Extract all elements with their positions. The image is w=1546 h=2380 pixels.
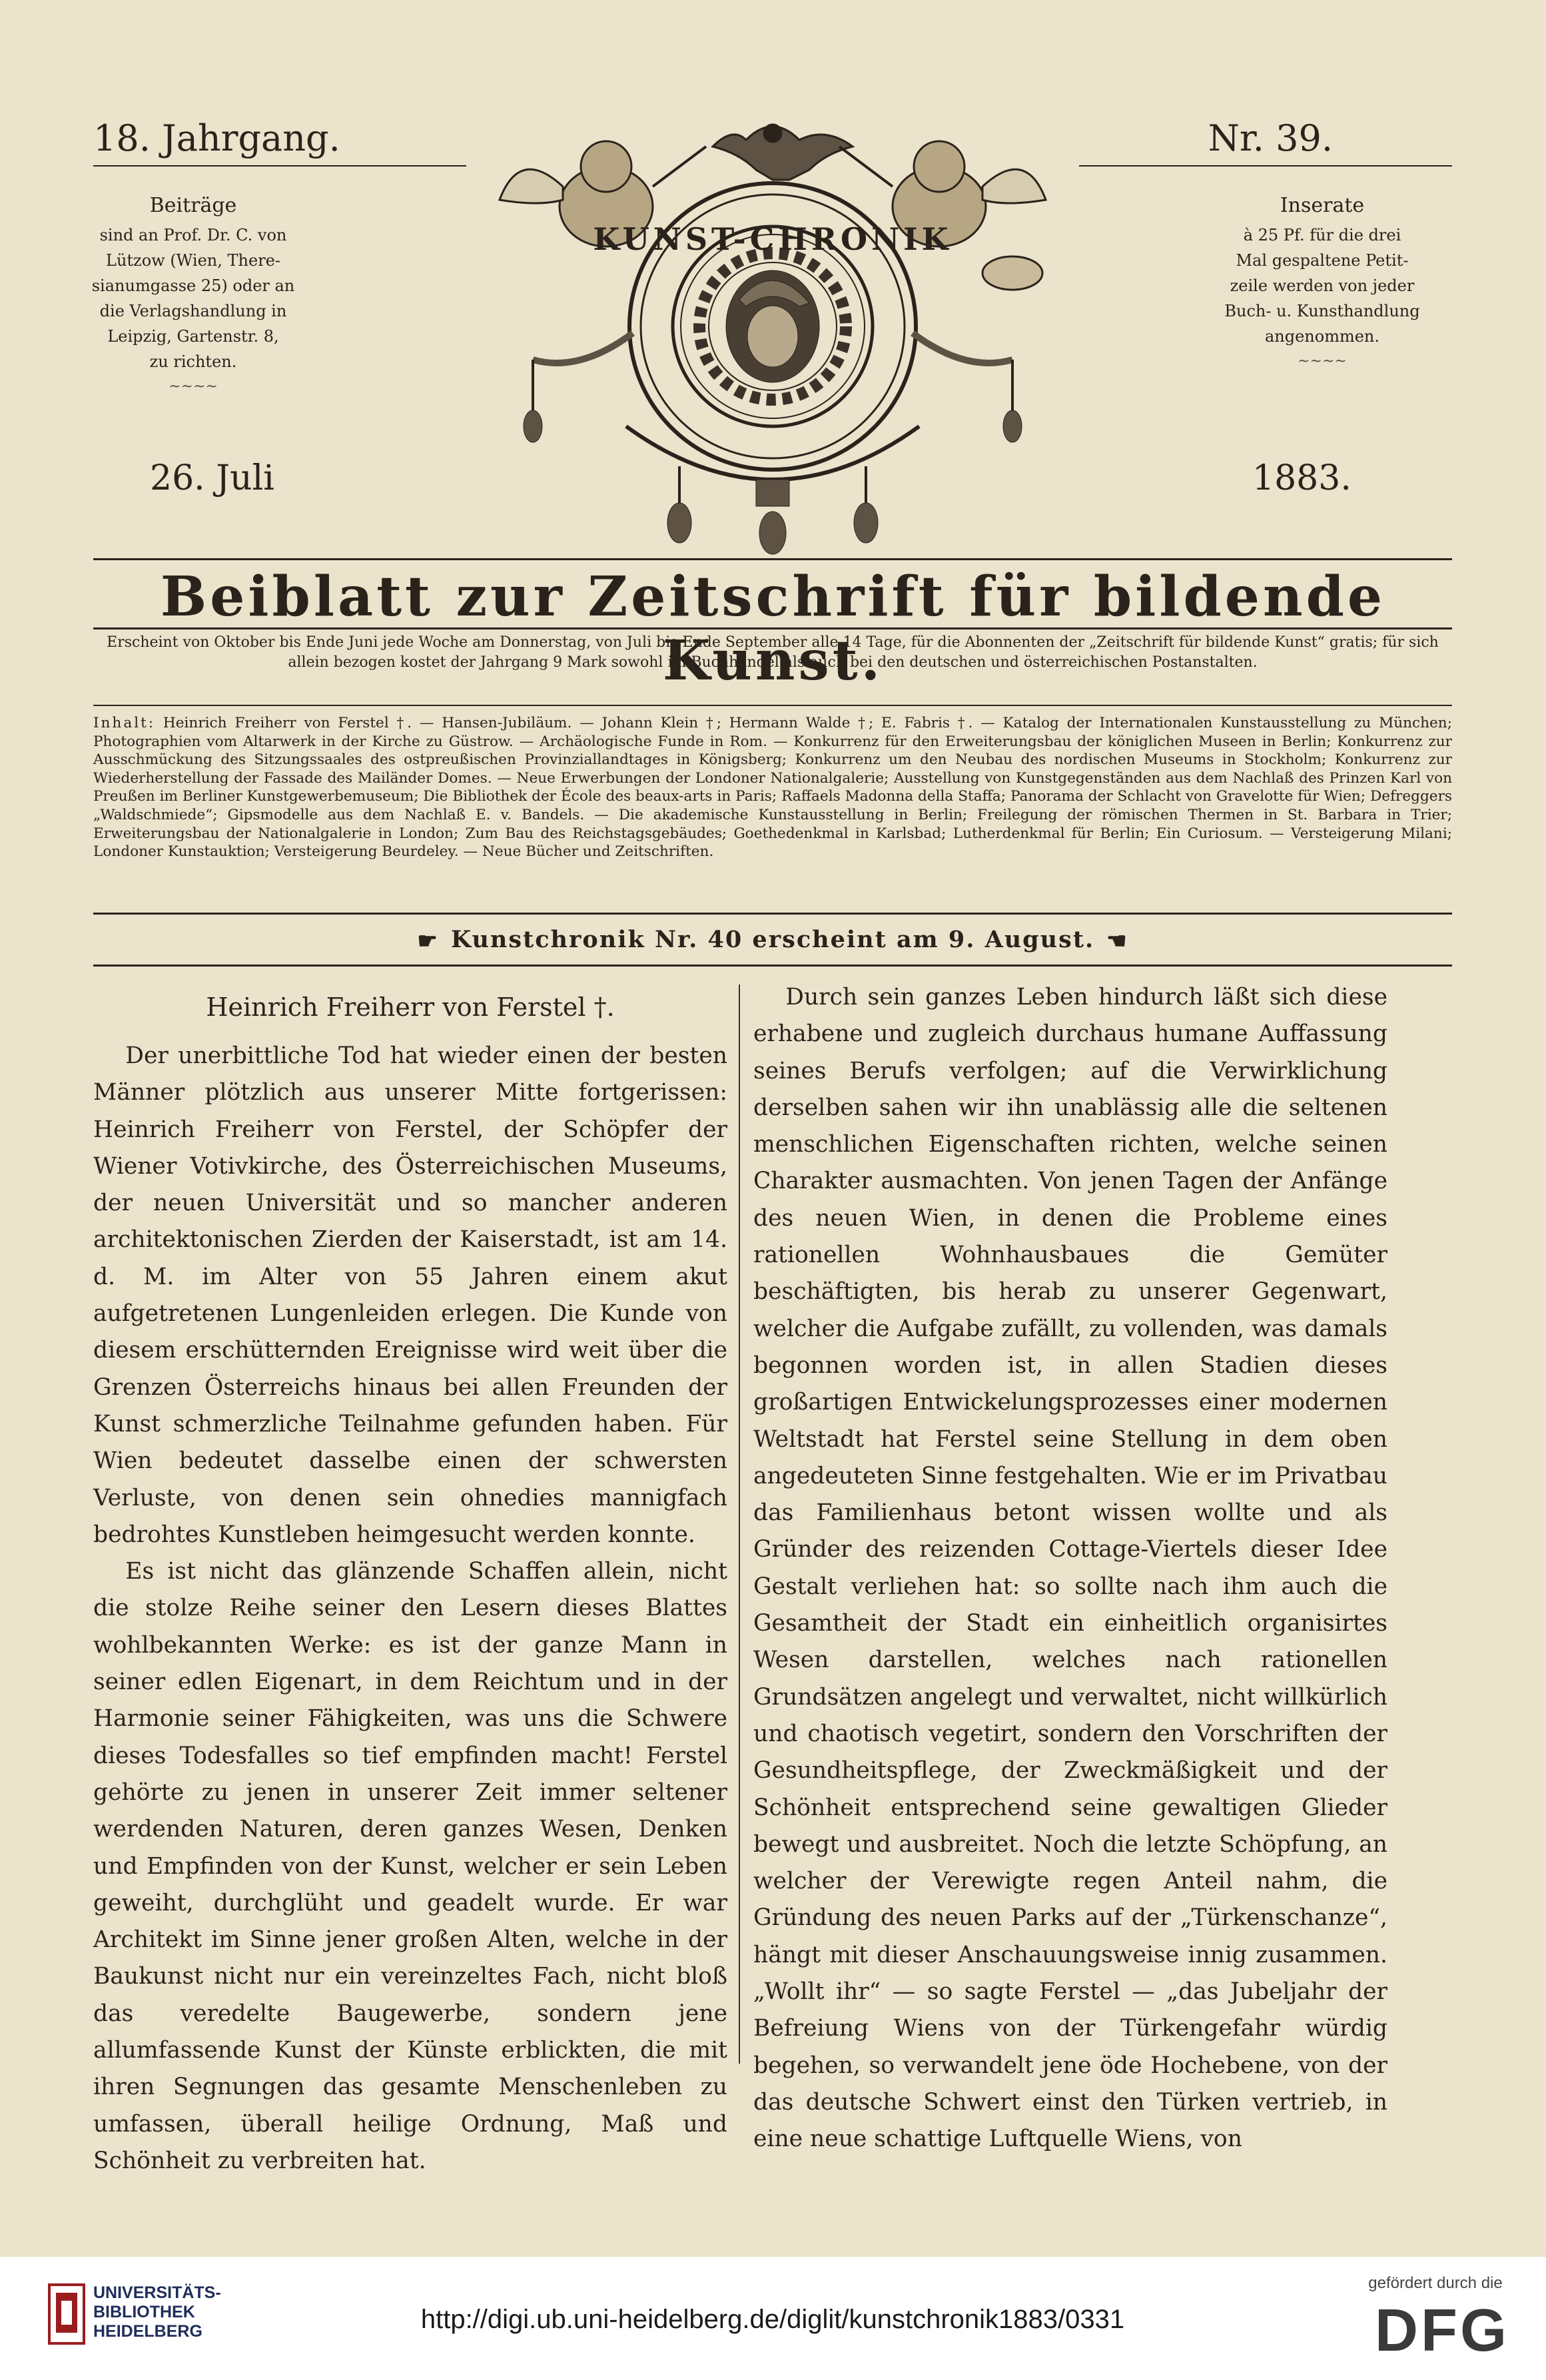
- title-rule-top: [93, 558, 1452, 560]
- left-notice: [90, 193, 296, 400]
- kunst-chronik-emblem: [426, 107, 1119, 573]
- issue-date: 26. Juli: [150, 458, 274, 498]
- publication-notice: Erscheint von Oktober bis Ende Juni jede Woche am Donnerstag, von Juli bis Ende September alle 14 Tage, für die Abonnenten der „Zeitschrift für bildende Kunst“ gratis; für sich allein bezogen kostet der Jahrgang 9 Mark sowohl im Buchhandel als auch bei den deutschen und österreichischen Postanstalten.: [107, 634, 1439, 671]
- left-notice-line: zu richten.: [149, 352, 237, 371]
- header-rule-right: [1079, 165, 1452, 167]
- article-paragraph: Durch sein ganzes Leben hindurch läßt sich diese erhabene und zugleich durchaus humane Auffassung seines Berufs verfolgen; auf die Verwirklichung derselben sahen wir ihn unablässig alle die seltenen menschlichen Eigenschaften richten, welche seinen Charakter ausmachten. Von jenen Tagen der Anfänge des neuen Wien, in denen die Probleme eines rationellen Wohnhausbaues die Gemüter beschäftigten, bis herab zu unserer Gegenwart, welcher die Aufgabe zufällt, zu vollenden, was damals begonnen worden ist, in allen Stadien dieses großartigen Entwickelungsprozesses einer modernen Weltstadt hat Ferstel seine Stellung in dem oben angedeuteten Sinne festgehalten. Wie er im Privatbau das Familienhaus betont wissen wollte und als Gründer des reizenden Cottage-Viertels dieser Idee Gestalt verliehen hat: so sollte nach ihm auch die Gesamtheit der Stadt ein einheitlich organisirtes Wesen darstellen, welches nach rationellen Grundsätzen angelegt und verwaltet, nicht willkürlich und chaotisch vegetirt, sondern den Vorschriften der Gesundheitspflege, der Zweckmäßigkeit und der Schönheit entsprechend seine gewaltigen Glieder bewegt und ausbreitet. Noch die letzte Schöpfung, an welcher der Verewigte regen Anteil nahm, die Gründung des neuen Parks auf der „Türkenschanze“, hängt mit dieser Anschauungsweise innig zusammen. „Wollt ihr“ — so sagte Ferstel — „das Jubeljahr der Befreiung Wiens von der Türkengefahr würdig begehen, so verwandelt jene öde Hochebene, von der das deutsche Schwert einst den Türken vertrieb, in eine neue schattige Luftquelle Wiens, von: [753, 984, 1387, 2153]
- inhalt-rule-bottom: [93, 965, 1452, 967]
- left-notice-line: sind an Prof. Dr. C. von: [99, 226, 287, 244]
- right-notice-heading: Inserate: [1280, 194, 1365, 217]
- column-divider: [739, 985, 740, 2064]
- right-notice: [1219, 193, 1425, 374]
- article-paragraph: Der unerbittliche Tod hat wieder einen der besten Männer plötzlich aus unserer Mitte fortgerissen: Heinrich Freiherr von Ferstel, der Schöpfer der Wiener Votivkirche, des Österreichischen Museums, der neuen Universität und so mancher anderen architektonischen Zierden der Kaiserstadt, ist am 14. d. M. im Alter von 55 Jahren einem akut aufgetretenen Lungenleiden erlegen. Die Kunde von diesem erschütternden Ereignisse wird weit über die Grenzen Österreichs hinaus bei allen Freunden der Kunst schmerzliche Teilnahme gefunden haben. Für Wien bedeutet dasselbe einen der schwersten Verluste, von denen sein ohnedies mannigfach bedrohtes Kunstleben heimgesucht werden konnte.: [93, 1042, 727, 1548]
- left-notice-line: Leipzig, Gartenstr. 8,: [107, 327, 279, 346]
- table-of-contents: [93, 714, 1452, 861]
- inhalt-rule-top: [93, 913, 1452, 915]
- source-url-link[interactable]: http://digi.ub.uni-heidelberg.de/diglit/kunstchronik1883/0331: [420, 2305, 1125, 2334]
- article-left-column: [93, 979, 727, 2180]
- next-issue-text: Kunstchronik Nr. 40 erscheint am 9. August.: [450, 926, 1095, 953]
- article-right-column: [753, 979, 1387, 2158]
- issue-year: 1883.: [1252, 458, 1352, 498]
- header-rule-left: [93, 165, 466, 167]
- wave-ornament: ~~~~: [1298, 353, 1347, 370]
- right-notice-line: à 25 Pf. für die drei: [1243, 226, 1401, 244]
- next-issue-notice: [93, 926, 1452, 955]
- right-notice-line: Mal gespaltene Petit-: [1236, 251, 1409, 270]
- right-notice-line: angenommen.: [1264, 327, 1380, 346]
- left-notice-line: Lützow (Wien, There-: [106, 251, 280, 270]
- dfg-logo: DFG: [1375, 2297, 1509, 2364]
- left-notice-line: die Verlagshandlung in: [99, 302, 287, 320]
- emblem-text: KUNST-CHRONIK: [593, 221, 953, 257]
- left-notice-line: sianumgasse 25) oder an: [91, 276, 295, 295]
- funding-note: gefördert durch die: [1368, 2274, 1503, 2292]
- title-rule-bottom: [93, 627, 1452, 629]
- library-name: [93, 2283, 221, 2341]
- left-notice-heading: Beiträge: [149, 194, 237, 217]
- pointing-hand-icon: ☛: [417, 927, 439, 955]
- pointing-hand-icon: ☚: [1106, 927, 1128, 955]
- article-title: Heinrich Freiherr von Ferstel †.: [206, 992, 615, 1022]
- right-notice-line: Buch- u. Kunsthandlung: [1224, 302, 1420, 320]
- university-seal-icon: [47, 2281, 87, 2347]
- library-name-line: HEIDELBERG: [93, 2322, 202, 2341]
- notice-rule: [93, 705, 1452, 706]
- digitization-footer: [0, 2257, 1546, 2380]
- inhalt-text: Heinrich Freiherr von Ferstel †. — Hansen-Jubiläum. — Johann Klein †; Hermann Walde †; E. Fabris †. — Katalog der Internationalen Kunstausstellung zu München; Photographien vom Altarwerk in der Kirche zu Güstrow. — Archäologische Funde in Rom. — Konkurrenz für den Erweiterungsbau der königlichen Museen in Berlin; Konkurrenz zur Ausschmückung des Sitzungssaales des ostpreußischen Provinziallandtages in Königsberg; Konkurrenz um den Neubau des nordischen Museums in Stockholm; Konkurrenz zur Wiederherstellung der Fassade des Mailänder Domes. — Neue Erwerbungen der Londoner Nationalgalerie; Ausstellung von Kunstgegenständen aus dem Nachlaß des Prinzen Karl von Preußen im Berliner Kunstgewerbemuseum; Die Bibliothek der École des beaux-arts in Paris; Raffaels Madonna della Staffa; Panorama der Schlacht von Gravelotte für Wien; Defreggers „Waldschmiede“; Gipsmodelle aus dem Nachlaß E. v. Bandels. — Die akademische Kunstausstellung in Berlin; Freilegung der römischen Thermen in St. Barbara in Trier; Erweiterungsbau der Nationalgalerie in London; Zum Bau des Reichstagsgebäudes; Goethedenkmal in Karlsbad; Lutherdenkmal für Berlin; Ein Curiosum. — Versteigerung Milani; Londoner Kunstauktion; Versteigerung Beurdeley. — Neue Bücher und Zeitschriften.: [93, 715, 1452, 861]
- wave-ornament: ~~~~: [169, 378, 218, 395]
- right-notice-line: zeile werden von jeder: [1230, 276, 1415, 295]
- jahrgang-label: 18. Jahrgang.: [93, 117, 340, 159]
- page-title: Beiblatt zur Zeitschrift für bildende Kunst.: [160, 565, 1386, 693]
- inhalt-label: Inhalt:: [93, 715, 156, 731]
- article-paragraph: Es ist nicht das glänzende Schaffen allein, nicht die stolze Reihe seiner den Lesern dieses Blattes wohlbekannten Werke: es ist der ganze Mann in seiner edlen Eigenart, in dem Reichtum und in der Harmonie seiner Fähigkeiten, was uns die Schwere dieses Todesfalles so tief empfinden macht! Ferstel gehörte zu jenen in unserer Zeit immer seltener werdenden Naturen, deren ganzes Wesen, Denken und Empfinden von der Kunst, welcher er sein Leben geweiht, durchglüht und geadelt wurde. Er war Architekt im Sinne jener großen Alten, welche in der Baukunst nicht nur ein vereinzeltes Fach, nicht bloß das veredelte Baugewerbe, sondern jene allumfassende Kunst der Künste erblickten, die mit ihren Segnungen das gesamte Menschenleben zu umfassen, überall heilige Ordnung, Maß und Schönheit zu verbreiten hat.: [93, 1558, 727, 2174]
- library-name-line: UNIVERSITÄTS-: [93, 2283, 221, 2302]
- issue-number: Nr. 39.: [1208, 117, 1333, 159]
- library-name-line: BIBLIOTHEK: [93, 2303, 195, 2321]
